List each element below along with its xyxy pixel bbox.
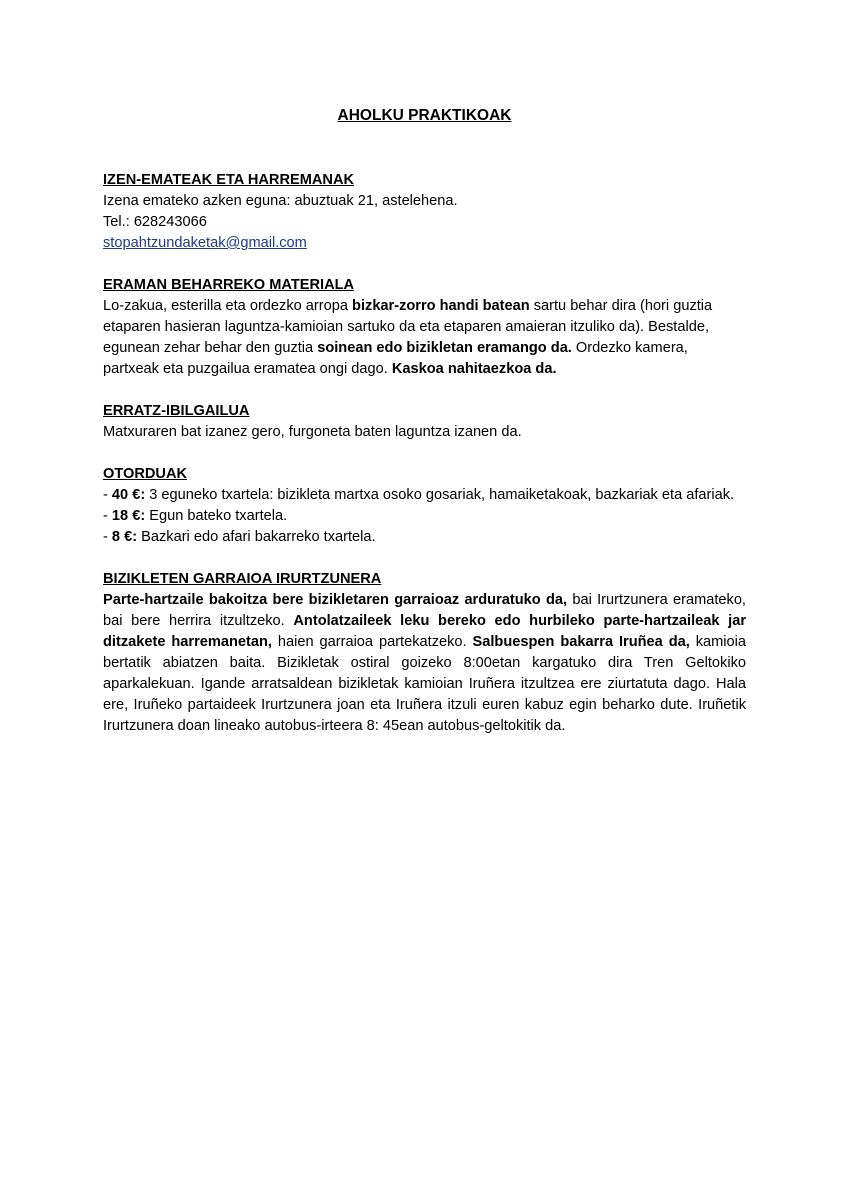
transport-paragraph [103,590,746,737]
meal-item-prefix: - [103,529,112,545]
page-title: AHOLKU PRAKTIKOAK [337,107,512,124]
sweep-text: Matxuraren bat izanez gero, furgoneta baten laguntza izanen da. [103,424,522,440]
meal-item [103,485,746,506]
material-bold-1: bizkar-zorro handi batean [352,298,530,314]
meal-item-prefix: - [103,508,112,524]
material-bold-2: soinean edo bizikletan eramango da. [317,340,572,356]
transport-bold-2: Antolatzaileek leku bereko edo hurbileko parte-hartzaileak jar ditzakete harremanetan, [103,613,746,650]
meal-item-prefix: - [103,487,112,503]
transport-text-2: haien garraioa partekatzeko. [271,634,473,650]
material-text-3: Ordezko kamera, partxeak eta puzgailua eramatea ongi dago. [103,340,688,377]
material-text-1: Lo-zakua, esterilla eta ordezko arropa [103,298,353,314]
registration-section [103,170,746,254]
transport-text-1: bai Irurtzunera eramateko, bai bere herrira itzultzeko. [103,592,746,629]
material-paragraph [103,296,746,380]
document-content [103,170,746,758]
meal-item-price: 18 €: [111,508,146,524]
material-bold-3: Kaskoa nahitaezkoa da. [391,361,557,377]
meals-heading: OTORDUAK [103,466,188,482]
material-section [103,275,746,380]
transport-bold-1: Parte-hartzaile bakoitza bere bizikletaren garraioaz arduratuko da, [103,592,568,608]
transport-bold-3: Salbuespen bakarra Iruñea da, [472,634,690,650]
email-link[interactable]: stopahtzundaketak@gmail.com [103,235,307,251]
meal-item-text: 3 eguneko txartela: bizikleta martxa osoko gosariak, hamaiketakoak, bazkariak eta afariak. [145,487,735,503]
transport-section [103,569,746,737]
transport-text-3: kamioia bertatik abiatzen baita. Bizikletak ostiral goizeko 8:00etan kargatuko dira Tren Geltokiko aparkalekuan. Igande arratsaldean bizikletak kamioian Iruñera itzultzea ere ziurtatuta dago. Hala ere, Iruñeko partaideek Irurtzunera joan eta Iruñera itzuli euren kabuz egin beharko dute. Iruñetik Irurtzunera doan lineako autobus-irteera 8: 45ean autobus-geltokitik da. [103,634,747,734]
registration-deadline: Izena emateko azken eguna: abuztuak 21, astelehena. [103,193,458,209]
material-text-2: sartu behar dira (hori guztia etaparen hasieran laguntza-kamioian sartuko da eta etaparen amaieran itzuliko da). Bestalde, egunean zehar behar den guztia [103,298,713,356]
meal-item-price: 40 €: [111,487,146,503]
material-heading: ERAMAN BEHARREKO MATERIALA [103,277,355,293]
transport-heading: BIZIKLETEN GARRAIOA IRURTZUNERA [103,571,382,587]
meal-item-text: Egun bateko txartela. [145,508,288,524]
sweep-heading: ERRATZ-IBILGAILUA [103,403,250,419]
meals-section [103,464,746,548]
meal-item-text: Bazkari edo afari bakarreko txartela. [137,529,376,545]
meal-item [103,527,746,548]
meal-item [103,506,746,527]
sweep-section [103,401,746,443]
meal-item-price: 8 €: [111,529,138,545]
registration-heading: IZEN-EMATEAK ETA HARREMANAK [103,172,355,188]
registration-phone: Tel.: 628243066 [103,214,207,230]
